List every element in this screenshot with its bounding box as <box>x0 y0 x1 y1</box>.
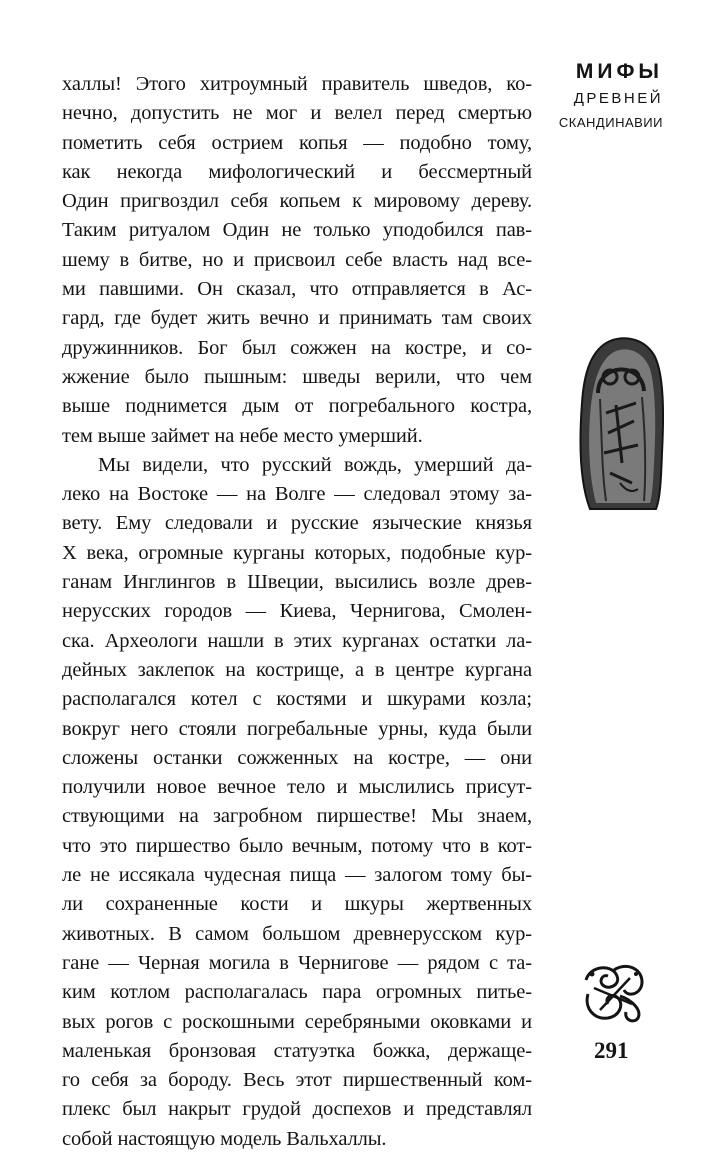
text-line: жжение было пышным: шведы верили, что чем <box>62 365 532 388</box>
text-line: ми павшими. Он сказал, что отправляется в Ас- <box>62 278 532 301</box>
knotwork-ornament-icon <box>580 960 648 1024</box>
text-line: вокруг него стояли погребальные урны, куда были <box>62 717 532 740</box>
text-line: что это пиршество было вечным, потому что в кот- <box>62 834 532 857</box>
running-head-subtitle-2: СКАНДИНАВИИ <box>558 115 663 130</box>
text-line: ким котлом располагалась пара огромных питье- <box>62 981 532 1004</box>
text-line: собой настоящую модель Вальхаллы. <box>62 1127 387 1150</box>
text-line: леко на Востоке — на Волге — следовал этому за- <box>62 483 532 506</box>
text-line: ганам Инглингов в Швеции, высились возле древ- <box>62 571 532 594</box>
text-line-paragraph-start: Мы видели, что русский вождь, умерший да- <box>98 453 532 476</box>
text-line: тем выше займет на небе место умерший. <box>62 424 423 447</box>
rune-stone-icon <box>576 333 666 513</box>
text-line: гане — Черная могила в Чернигове — рядом с та- <box>62 951 532 974</box>
text-line: го себя за бороду. Весь этот пиршественный ком- <box>62 1069 532 1092</box>
text-line: ствующими на загробном пиршестве! Мы знаем, <box>62 805 532 828</box>
text-line: выше поднимется дым от погребального костра, <box>62 395 532 418</box>
text-line: получили новое вечное тело и мыслились присут- <box>62 776 532 799</box>
text-line: гард, где будет жить вечно и принимать там своих <box>62 307 532 330</box>
text-line: X века, огромные курганы которых, подобные кур- <box>62 541 532 564</box>
text-line: маленькая бронзовая статуэтка божка, держаще- <box>62 1039 532 1062</box>
page-number: 291 <box>594 1038 629 1063</box>
text-line: вету. Ему следовали и русские языческие князья <box>62 512 532 535</box>
running-head-title: МИФЫ <box>575 60 663 83</box>
text-line: Таким ритуалом Один не только уподобился пав- <box>62 219 532 242</box>
running-head-subtitle-1: ДРЕВНЕЙ <box>573 90 663 107</box>
text-line: животных. В самом большом древнерусском кур- <box>62 922 532 945</box>
running-head <box>553 58 663 134</box>
body-text <box>62 70 532 1154</box>
text-line: плекс был накрыт грудой доспехов и представлял <box>62 1098 532 1121</box>
text-line: нерусских городов — Киева, Чернигова, Смолен- <box>62 600 532 623</box>
text-line: сложены останки сожженных на костре, — они <box>62 746 532 769</box>
text-line: ска. Археологи нашли в этих курганах остатки ла- <box>62 629 532 652</box>
text-line: халлы! Этого хитроумный правитель шведов, ко- <box>62 73 532 95</box>
text-line: как некогда мифологический и бессмертный <box>62 160 532 183</box>
text-line: располагался котел с костями и шкурами козла; <box>62 688 532 711</box>
text-line: дружинников. Бог был сожжен на костре, и со- <box>62 336 532 359</box>
text-line: пометить себя острием копья — подобно тому, <box>62 131 532 154</box>
text-line: ли сохраненные кости и шкуры жертвенных <box>62 893 532 916</box>
text-line: шему в битве, но и присвоил себе власть над все- <box>62 248 532 271</box>
text-line: вых рогов с роскошными серебряными оковками и <box>62 1010 532 1033</box>
text-line: нечно, допустить не мог и велел перед смертью <box>62 102 532 125</box>
text-line: дейных заклепок на кострище, а в центре кургана <box>62 658 532 681</box>
text-line: ле не иссякала чудесная пища — залогом тому бы- <box>62 864 532 887</box>
text-line: Один пригвоздил себя копьем к мировому дереву. <box>62 190 532 213</box>
